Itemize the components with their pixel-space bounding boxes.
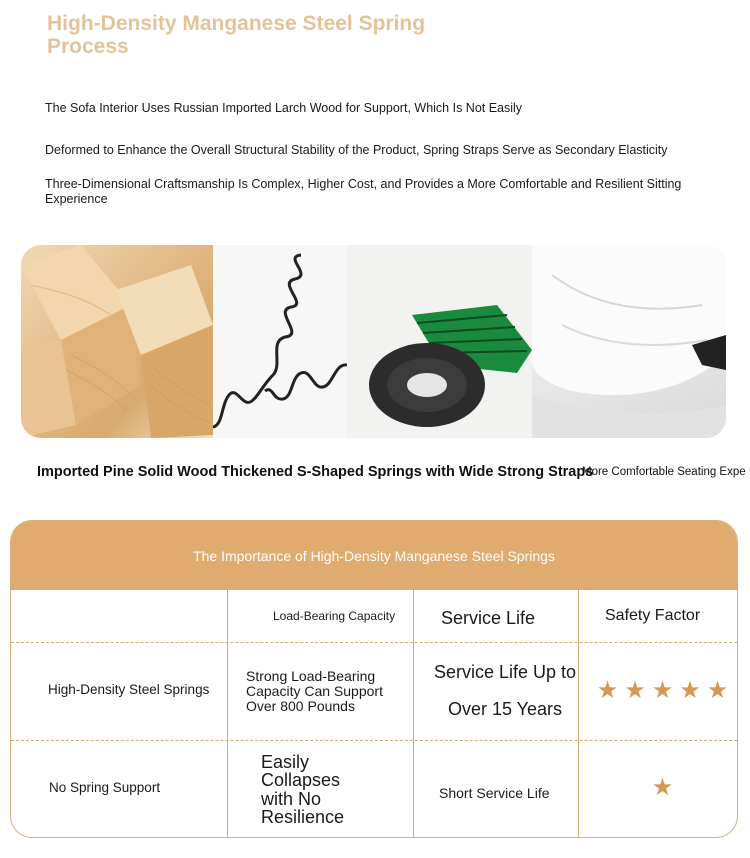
star-icon: ★ xyxy=(706,677,729,704)
product-photo-strip xyxy=(21,245,726,438)
header-service-life: Service Life xyxy=(441,607,536,628)
pine-wood-photo xyxy=(21,245,213,438)
safety-rating-high-density xyxy=(590,642,735,740)
page-title: High-Density Manganese Steel Spring Process xyxy=(47,12,426,58)
header-load-bearing: Load-Bearing Capacity xyxy=(273,609,396,623)
s-spring-photo xyxy=(213,245,347,438)
header-safety-factor: Safety Factor xyxy=(605,607,701,624)
life-value-high-density: Service Life Up to Over 15 Years xyxy=(433,662,577,719)
star-icon: ★ xyxy=(651,677,674,704)
strap-roll-photo xyxy=(347,245,532,438)
description-paragraph-1: The Sofa Interior Uses Russian Imported Larch Wood for Support, Which Is Not Easily xyxy=(45,101,523,115)
load-value-high-density: Strong Load-Bearing Capacity Can Support Over 800 Pounds xyxy=(246,667,383,714)
star-icon: ★ xyxy=(624,677,646,704)
column-divider xyxy=(413,590,414,837)
star-icon: ★ xyxy=(596,677,619,704)
star-icon: ★ xyxy=(651,773,674,801)
comparison-table xyxy=(11,590,737,837)
safety-rating-no-spring xyxy=(590,740,735,835)
load-value-no-spring: Easily Collapses with No Resilience xyxy=(261,751,345,827)
comparison-card-heading: The Importance of High-Density Manganese Steel Springs xyxy=(11,521,737,590)
life-value-no-spring: Short Service Life xyxy=(439,784,550,801)
star-icon: ★ xyxy=(679,677,701,704)
photo-caption-seating: More Comfortable Seating Expe xyxy=(582,466,746,478)
row-label-high-density: High-Density Steel Springs xyxy=(48,681,210,697)
description-paragraph-3: Three-Dimensional Craftsmanship Is Complex, Higher Cost, and Provides a More Comfortable and Resilient Sitting Experience xyxy=(45,177,682,206)
seating-photo xyxy=(532,245,726,438)
description-paragraph-2: Deformed to Enhance the Overall Structural Stability of the Product, Spring Straps Serve as Secondary Elasticity xyxy=(45,143,668,157)
column-divider xyxy=(227,590,228,837)
row-label-no-spring: No Spring Support xyxy=(49,780,161,795)
comparison-card xyxy=(10,520,738,838)
photo-caption-main: Imported Pine Solid Wood Thickened S-Shaped Springs with Wide Strong Straps xyxy=(37,464,594,480)
